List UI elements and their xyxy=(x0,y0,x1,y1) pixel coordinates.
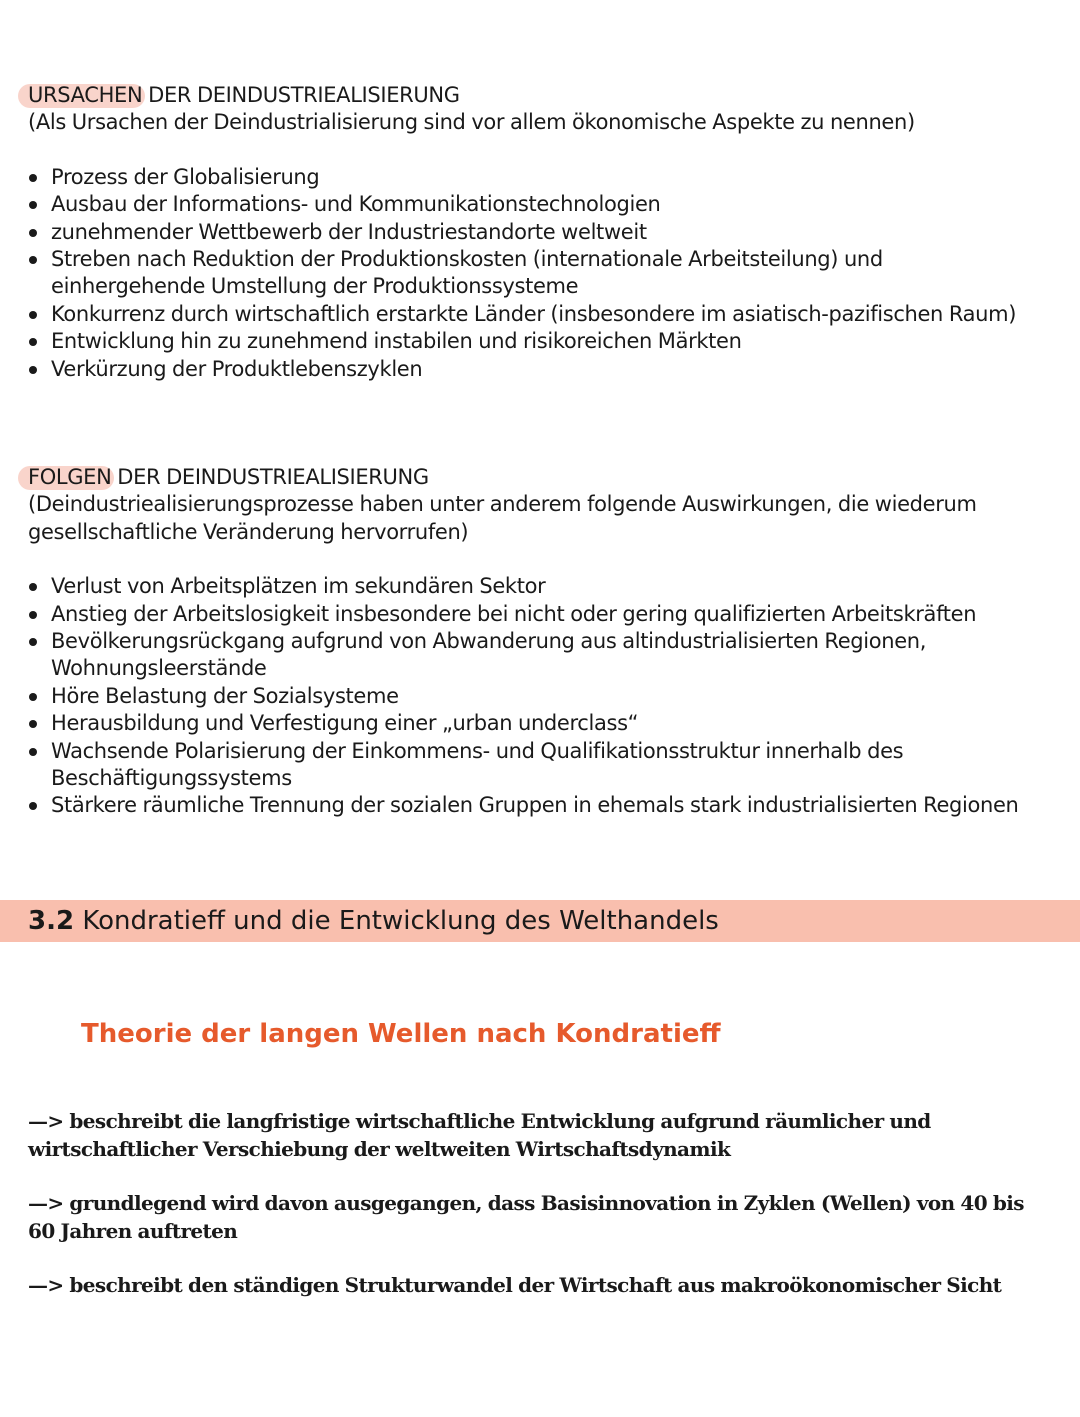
theory-point: —> beschreibt den ständigen Strukturwandel der Wirtschaft aus makroökonomischer Sicht xyxy=(28,1273,1002,1297)
list-item: Bevölkerungsrückgang aufgrund von Abwanderung aus altindustrialisierten Regionen, Wohnungsleerstände xyxy=(28,628,1040,683)
ursachen-heading xyxy=(28,82,1040,109)
list-item: Ausbau der Informations- und Kommunikationstechnologien xyxy=(28,191,1040,218)
list-item: Verkürzung der Produktlebenszyklen xyxy=(28,356,1040,383)
list-item: Prozess der Globalisierung xyxy=(28,164,1040,191)
ursachen-intro: (Als Ursachen der Deindustrialisierung sind vor allem ökonomische Aspekte zu nennen) xyxy=(28,110,915,135)
folgen-list xyxy=(28,573,1040,820)
section-title-text: Kondratieff und die Entwicklung des Welthandels xyxy=(74,906,719,936)
folgen-section xyxy=(28,464,1040,820)
folgen-heading-highlight: FOLGEN xyxy=(28,465,112,489)
theory-point: —> beschreibt die langfristige wirtschaftliche Entwicklung aufgrund räumlicher und wirtschaftlicher Verschiebung der weltweiten Wirtschaftsdynamik xyxy=(28,1109,931,1161)
folgen-heading-rest: DER DEINDUSTRIEALISIERUNG xyxy=(111,465,429,489)
list-item: Höre Belastung der Sozialsysteme xyxy=(28,683,1040,710)
ursachen-list xyxy=(28,164,1040,383)
list-item: zunehmender Wettbewerb der Industriestandorte weltweit xyxy=(28,219,1040,246)
theory-title: Theorie der langen Wellen nach Kondratieff xyxy=(81,1019,721,1049)
theory-points xyxy=(28,1107,1040,1325)
ursachen-heading-highlight: URSACHEN xyxy=(28,83,143,107)
list-item: Herausbildung und Verfestigung einer „urban underclass“ xyxy=(28,710,1040,737)
list-item: Anstieg der Arbeitslosigkeit insbesondere bei nicht oder gering qualifizierten Arbeitskräften xyxy=(28,601,1040,628)
section-title xyxy=(28,904,719,938)
section-number: 3.2 xyxy=(28,906,75,936)
list-item: Verlust von Arbeitsplätzen im sekundären Sektor xyxy=(28,573,1040,600)
ursachen-section xyxy=(28,82,1040,383)
section-band xyxy=(0,900,1080,942)
list-item: Konkurrenz durch wirtschaftlich erstarkte Länder (insbesondere im asiatisch-pazifischen Raum) xyxy=(28,301,1040,328)
list-item: Wachsende Polarisierung der Einkommens- und Qualifikationsstruktur innerhalb des Beschäftigungssystems xyxy=(28,738,1040,793)
list-item: Entwicklung hin zu zunehmend instabilen und risikoreichen Märkten xyxy=(28,328,1040,355)
folgen-intro: (Deindustriealisierungsprozesse haben unter anderem folgende Auswirkungen, die wiederum gesellschaftliche Veränderung hervorrufen) xyxy=(28,492,977,544)
list-item: Stärkere räumliche Trennung der sozialen Gruppen in ehemals stark industrialisierten Regionen xyxy=(28,792,1040,819)
list-item: Streben nach Reduktion der Produktionskosten (internationale Arbeitsteilung) und einhergehende Umstellung der Produktionssysteme xyxy=(28,246,1040,301)
folgen-heading xyxy=(28,464,1040,491)
theory-point: —> grundlegend wird davon ausgegangen, dass Basisinnovation in Zyklen (Wellen) von 40 bis 60 Jahren auftreten xyxy=(28,1191,1024,1243)
ursachen-heading-rest: DER DEINDUSTRIEALISIERUNG xyxy=(142,83,460,107)
